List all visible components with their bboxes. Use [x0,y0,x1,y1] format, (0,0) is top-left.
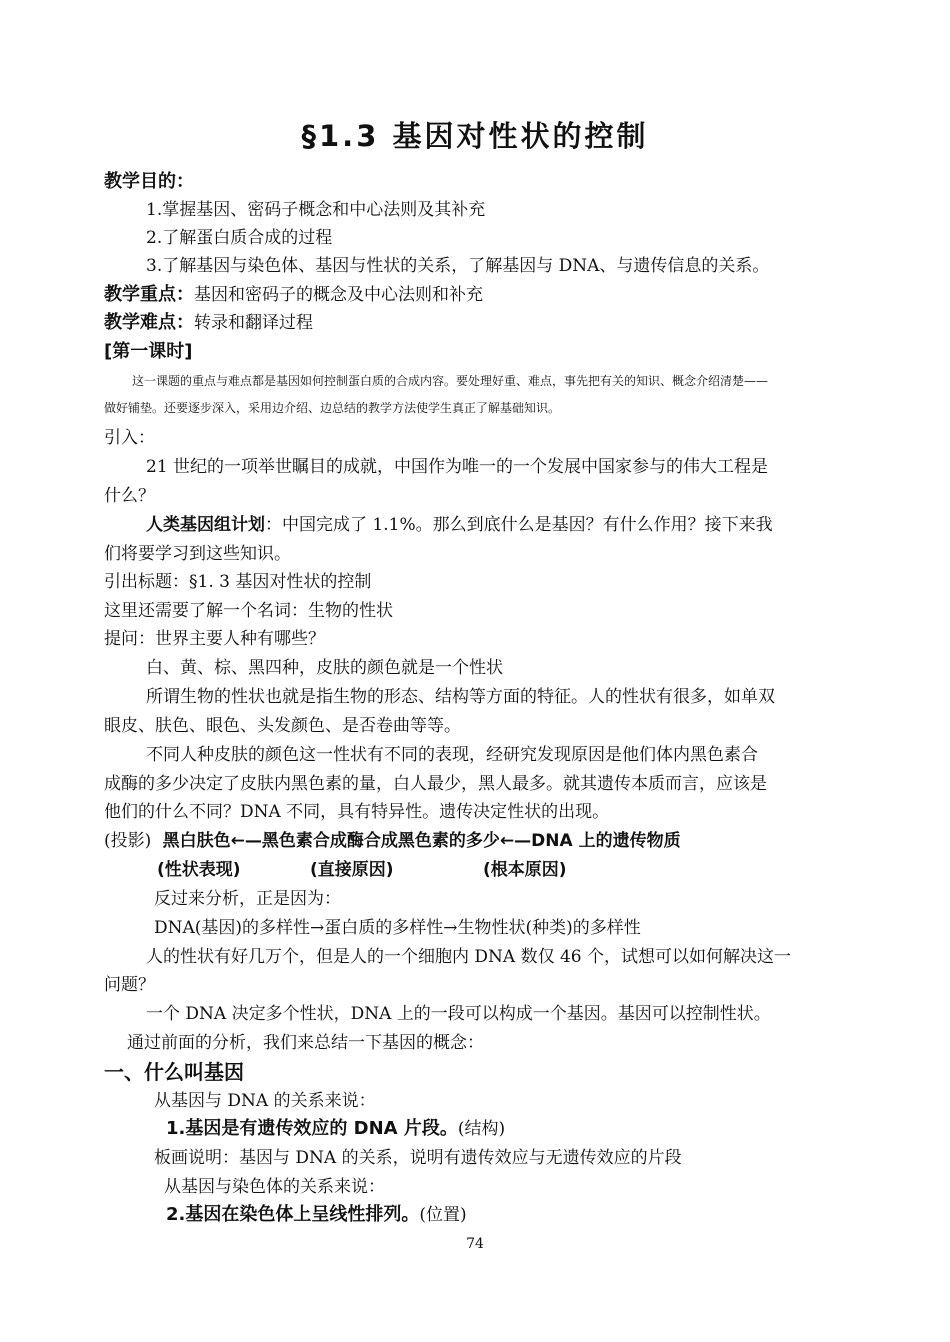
paragraph-line: 人的性状有好几万个，但是人的一个细胞内 DNA 数仅 46 个，试想可以如何解决这一 [146,947,792,967]
paragraph-line: 通过前面的分析，我们来总结一下基因的概念： [127,1033,484,1053]
difficulties [104,311,313,335]
definition-note: (位置) [419,1205,467,1225]
paragraph-line: 成酶的多少决定了皮肤内黑色素的量，白人最少，黑人最多。就其遗传本质而言，应该是 [104,774,767,794]
teaching-note: 这一课题的重点与难点都是基因如何控制蛋白质的合成内容。要处理好重、难点，事先把有关的知识、概念介绍清楚—— [132,374,769,388]
page-title: §1.3 基因对性状的控制 [301,119,649,153]
paragraph-line: 问题？ [104,975,155,995]
objectives-heading: 教学目的： [104,171,194,192]
objective-item: 3.了解基因与染色体、基因与性状的关系，了解基因与 DNA、与遗传信息的关系。 [146,256,770,276]
projection-caption: (直接原因) [310,860,394,880]
difficulties-label: 教学难点： [104,312,194,333]
intro-label: 引入： [104,428,155,448]
paragraph-line: 不同人种皮肤的颜色这一性状有不同的表现，经研究发现原因是他们体内黑色素合 [146,745,758,765]
paragraph-line: 眼皮、肤色、眼色、头发颜色、是否卷曲等等。 [104,716,461,736]
paragraph-text: ：中国完成了 1.1%。那么到底什么是基因？有什么作用？接下来我 [265,515,773,535]
lesson-tag: [第一课时] [104,341,193,362]
projection-caption: (性状表现) [157,860,241,880]
definition-text: 1.基因是有遗传效应的 DNA 片段。 [166,1118,458,1139]
objective-item: 2.了解蛋白质合成的过程 [146,228,333,248]
paragraph-line: 们将要学习到这些知识。 [104,544,291,564]
key-points-label: 教学重点： [104,284,194,305]
definition-text: 2.基因在染色体上呈线性排列。 [166,1204,420,1225]
diversity-line: DNA(基因)的多样性→蛋白质的多样性→生物性状(种类)的多样性 [154,918,641,938]
definition-point [166,1117,505,1141]
projection-caption: (根本原因) [483,860,567,880]
paragraph-line [146,513,773,537]
section-heading: 一、什么叫基因 [104,1060,244,1084]
difficulties-text: 转录和翻译过程 [194,313,313,333]
question-line: 提问：世界主要人种有哪些？ [104,629,325,649]
definition-note: (结构) [457,1119,506,1139]
subheading-line: 从基因与 DNA 的关系来说： [154,1091,376,1111]
projection-line [104,829,681,853]
paragraph-line: 21 世纪的一项举世瞩目的成就，中国作为唯一的一个发展中国家参与的伟大工程是 [146,457,769,477]
board-note: 板画说明：基因与 DNA 的关系，说明有遗传效应与无遗传效应的片段 [154,1148,682,1168]
paragraph-line: 所谓生物的性状也就是指生物的形态、结构等方面的特征。人的性状有很多，如单双 [146,687,775,707]
project-name: 人类基因组计划 [146,515,265,535]
page-number: 74 [466,1236,484,1252]
key-points-text: 基因和密码子的概念及中心法则和补充 [194,285,483,305]
paragraph-line: 什么？ [104,486,155,506]
lead-title: 引出标题：§1. 3 基因对性状的控制 [104,572,372,592]
paragraph-line: 他们的什么不同？DNA 不同，具有特异性。遗传决定性状的出现。 [104,802,610,822]
term-line: 这里还需要了解一个名词：生物的性状 [104,601,393,621]
definition-point [166,1203,467,1227]
projection-chain: 黑白肤色←—黑色素合成酶合成黑色素的多少←—DNA 上的遗传物质 [162,831,681,851]
projection-label: (投影) [104,831,152,851]
reverse-line: 反过来分析，正是因为： [154,889,341,909]
key-points [104,283,483,307]
teaching-note: 做好铺垫。还要逐步深入，采用边介绍、边总结的教学方法使学生真正了解基础知识。 [104,401,561,415]
subheading-line: 从基因与染色体的关系来说： [164,1177,385,1197]
answer-line: 白、黄、棕、黑四种，皮肤的颜色就是一个性状 [146,658,503,678]
objective-item: 1.掌握基因、密码子概念和中心法则及其补充 [146,200,486,220]
paragraph-line: 一个 DNA 决定多个性状，DNA 上的一段可以构成一个基因。基因可以控制性状。 [146,1004,771,1024]
